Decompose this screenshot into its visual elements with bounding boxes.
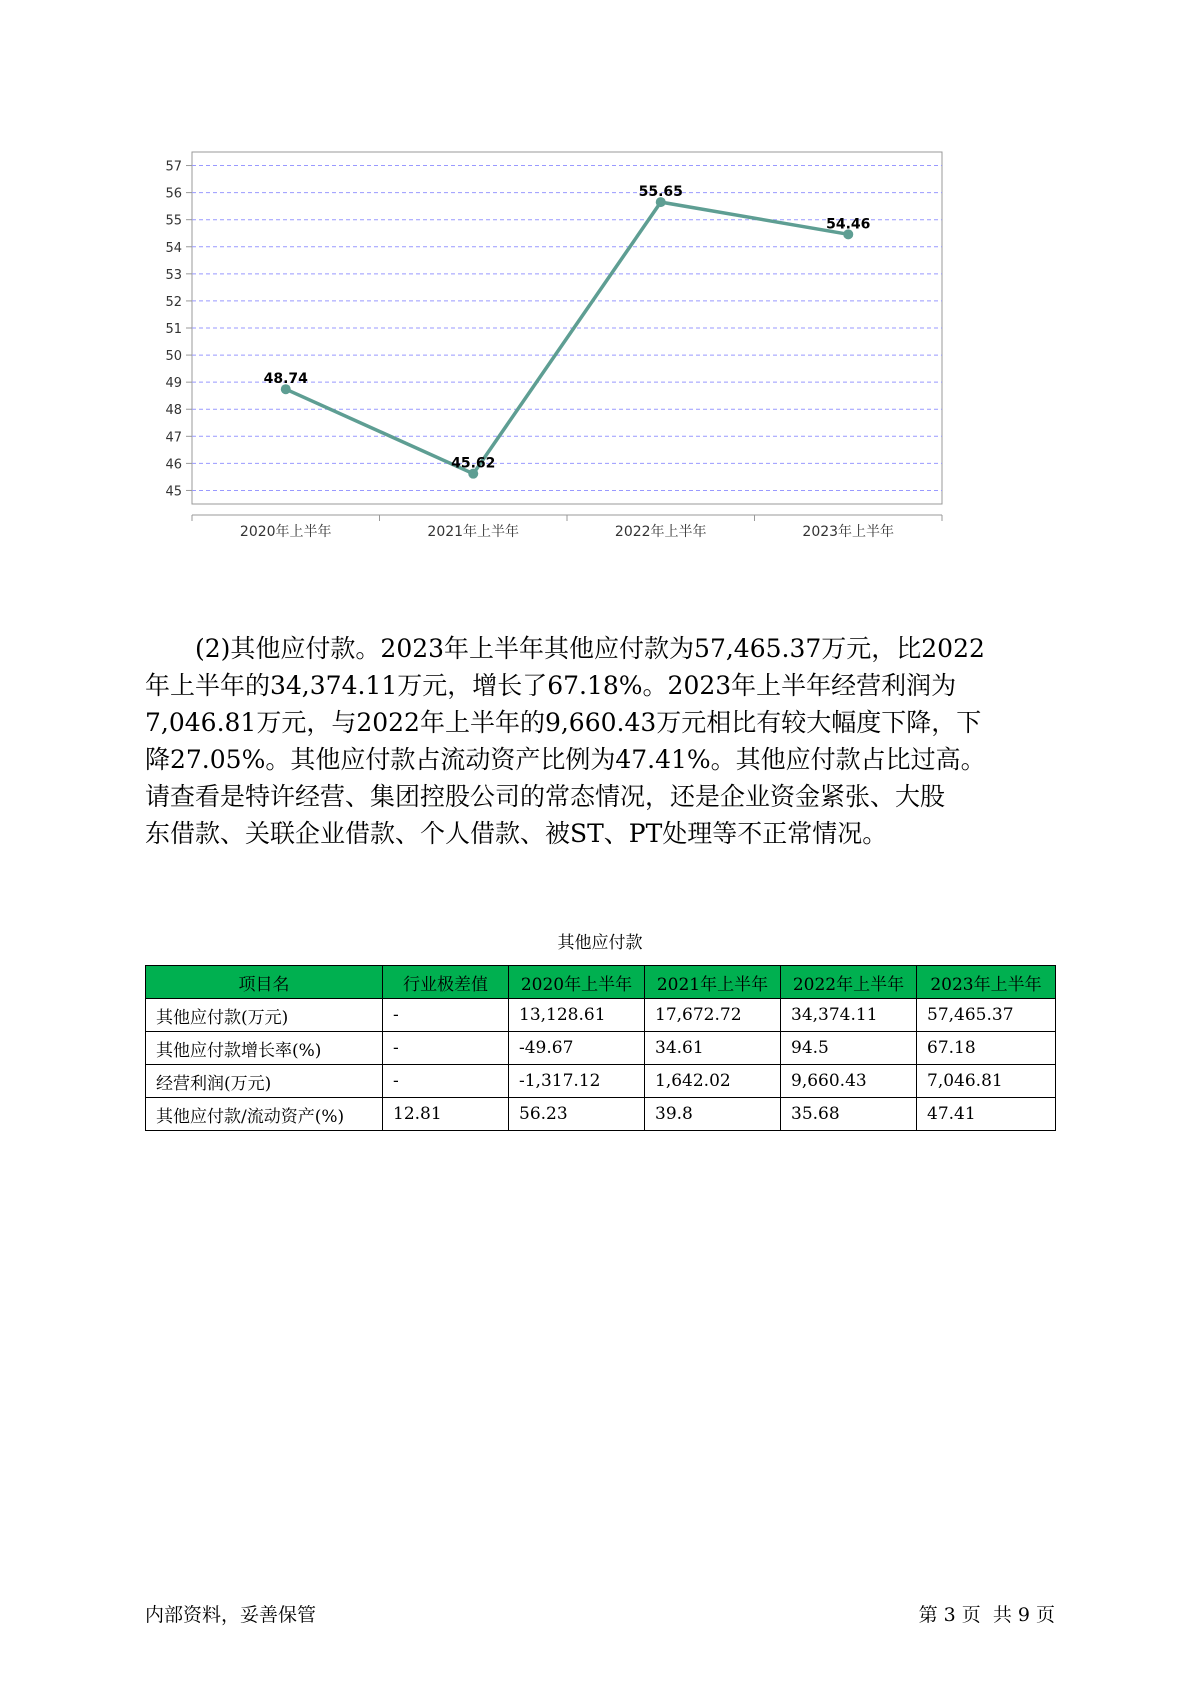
y-tick-label: 47 — [165, 430, 182, 446]
paragraph — [145, 630, 1045, 852]
paragraph-line: 东借款、关联企业借款、个人借款、被ST、PT处理等不正常情况。 — [145, 819, 888, 848]
table-cell: 67.18 — [917, 1032, 1056, 1065]
table-row — [146, 1032, 1056, 1065]
table-cell: 57,465.37 — [917, 999, 1056, 1032]
table-header-row — [146, 966, 1056, 999]
table-cell: 47.41 — [917, 1098, 1056, 1131]
table-header-cell: 项目名 — [146, 966, 383, 999]
x-tick-label: 2021年上半年 — [427, 524, 520, 540]
x-tick-label: 2022年上半年 — [614, 524, 707, 540]
paragraph-line: 请查看是特许经营、集团控股公司的常态情况，还是企业资金紧张、大股 — [145, 782, 946, 811]
table-cell: 12.81 — [383, 1098, 509, 1131]
table-cell: 34.61 — [645, 1032, 781, 1065]
table-row — [146, 1098, 1056, 1131]
paragraph-line: 年上半年的34,374.11万元，增长了67.18%。2023年上半年经营利润为 — [145, 671, 957, 700]
table-cell: - — [383, 1065, 509, 1098]
y-tick-label: 56 — [165, 186, 182, 202]
footer-page-number: 第 3 页 共 9 页 — [918, 1604, 1055, 1626]
y-tick-label: 53 — [165, 267, 182, 283]
data-label: 55.65 — [638, 184, 683, 201]
table-header-cell: 2020年上半年 — [509, 966, 645, 999]
table-cell: -49.67 — [509, 1032, 645, 1065]
line-chart — [150, 150, 1030, 600]
y-tick-label: 51 — [165, 322, 182, 337]
y-axis-ticks — [165, 160, 192, 500]
x-tick-label: 2023年上半年 — [802, 524, 895, 540]
y-tick-label: 48 — [165, 403, 182, 419]
table-row — [146, 1065, 1056, 1098]
paragraph-line: 7,046.81万元，与2022年上半年的9,660.43万元相比有较大幅度下降，下 — [145, 708, 982, 737]
data-label: 54.46 — [826, 216, 871, 233]
table-header-cell: 2022年上半年 — [781, 966, 917, 999]
table-cell: -1,317.12 — [509, 1065, 645, 1098]
table-cell: 其他应付款/流动资产(%) — [146, 1098, 383, 1131]
table-cell: 13,128.61 — [509, 999, 645, 1032]
footer-left: 内部资料，妥善保管 — [145, 1604, 317, 1626]
table-header-cell: 2021年上半年 — [645, 966, 781, 999]
x-tick-label: 2020年上半年 — [239, 524, 332, 540]
table-cell: 其他应付款增长率(%) — [146, 1032, 383, 1065]
y-tick-label: 52 — [165, 294, 182, 310]
y-tick-label: 50 — [165, 349, 182, 365]
table-cell: 其他应付款(万元) — [146, 999, 383, 1032]
y-tick-label: 49 — [165, 376, 182, 392]
table-cell: - — [383, 999, 509, 1032]
table-cell: 9,660.43 — [781, 1065, 917, 1098]
data-label: 45.62 — [451, 455, 496, 472]
table-row — [146, 999, 1056, 1032]
table-cell: 56.23 — [509, 1098, 645, 1131]
paragraph-line: (2)其他应付款。2023年上半年其他应付款为57,465.37万元，比2022 — [195, 634, 985, 663]
data-table — [145, 965, 1056, 1131]
y-tick-label: 55 — [165, 213, 182, 229]
paragraph-line: 降27.05%。其他应付款占流动资产比例为47.41%。其他应付款占比过高。 — [145, 745, 986, 774]
table-caption: 其他应付款 — [557, 933, 643, 953]
table-cell: 34,374.11 — [781, 999, 917, 1032]
table-cell: 35.68 — [781, 1098, 917, 1131]
y-tick-label: 57 — [165, 159, 182, 175]
table-header-cell: 行业极差值 — [383, 966, 509, 999]
table-cell: 94.5 — [781, 1032, 917, 1065]
y-tick-label: 54 — [165, 240, 182, 256]
x-axis-ticks — [192, 515, 942, 540]
table-cell: 17,672.72 — [645, 999, 781, 1032]
table-cell: 7,046.81 — [917, 1065, 1056, 1098]
table-cell: 39.8 — [645, 1098, 781, 1131]
table-header-cell: 2023年上半年 — [917, 966, 1056, 999]
y-tick-label: 45 — [165, 484, 182, 500]
data-label: 48.74 — [263, 371, 308, 388]
table-cell: 经营利润(万元) — [146, 1065, 383, 1098]
table-cell: 1,642.02 — [645, 1065, 781, 1098]
y-tick-label: 46 — [165, 457, 182, 473]
table-cell: - — [383, 1032, 509, 1065]
